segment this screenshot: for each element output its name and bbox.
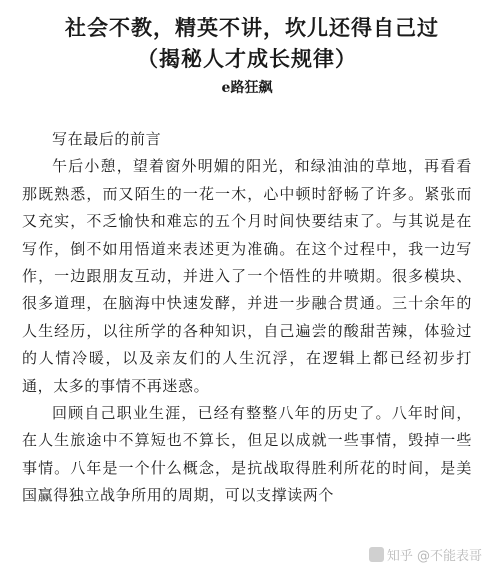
paragraph-1: 午后小憩，望着窗外明媚的阳光，和绿油油的草地，再看看那既熟悉，而又陌生的一花一木，心中顿时舒畅了许多。紧张而又充实，不乏愉快和难忘的五个月时间快要结束了。与其说是在写作，倒不如用悟道来表述更为准确。在这个过程中，我一边写作，一边跟朋友互动，并进入了一个悟性的井喷期。很多模块、很多道理，在脑海中快速发酵，并进一步融合贯通。三十余年的人生经历，以往所学的各种知识，自己遍尝的酸甜苦辣，体验过的人情冷暖，以及亲友们的人生沉浮，在逻辑上都已经初步打通，太多的事情不再迷惑。 [22,157,472,395]
section-heading: 写在最后的前言 [52,130,162,148]
document-title: 社会不教，精英不讲，坎儿还得自己过 [65,16,439,40]
zhihu-logo-icon [369,547,384,562]
paragraph-2: 回顾自己职业生涯，已经有整整八年的历史了。八年时间，在人生旅途中不算短也不算长，但足以成就一些事情，毁掉一些事情。八年是一个什么概念，是抗战取得胜利所花的时间，是美国赢得独立战争所用的周期，可以支撑读两个 [22,404,472,505]
watermark [369,545,482,564]
title-block [22,12,472,98]
watermark-text: 知乎 @不能表哥 [386,549,482,564]
author-name: e路狂飙 [221,80,273,96]
document-body [22,126,472,510]
document-subtitle: （揭秘人才成长规律） [137,47,357,71]
